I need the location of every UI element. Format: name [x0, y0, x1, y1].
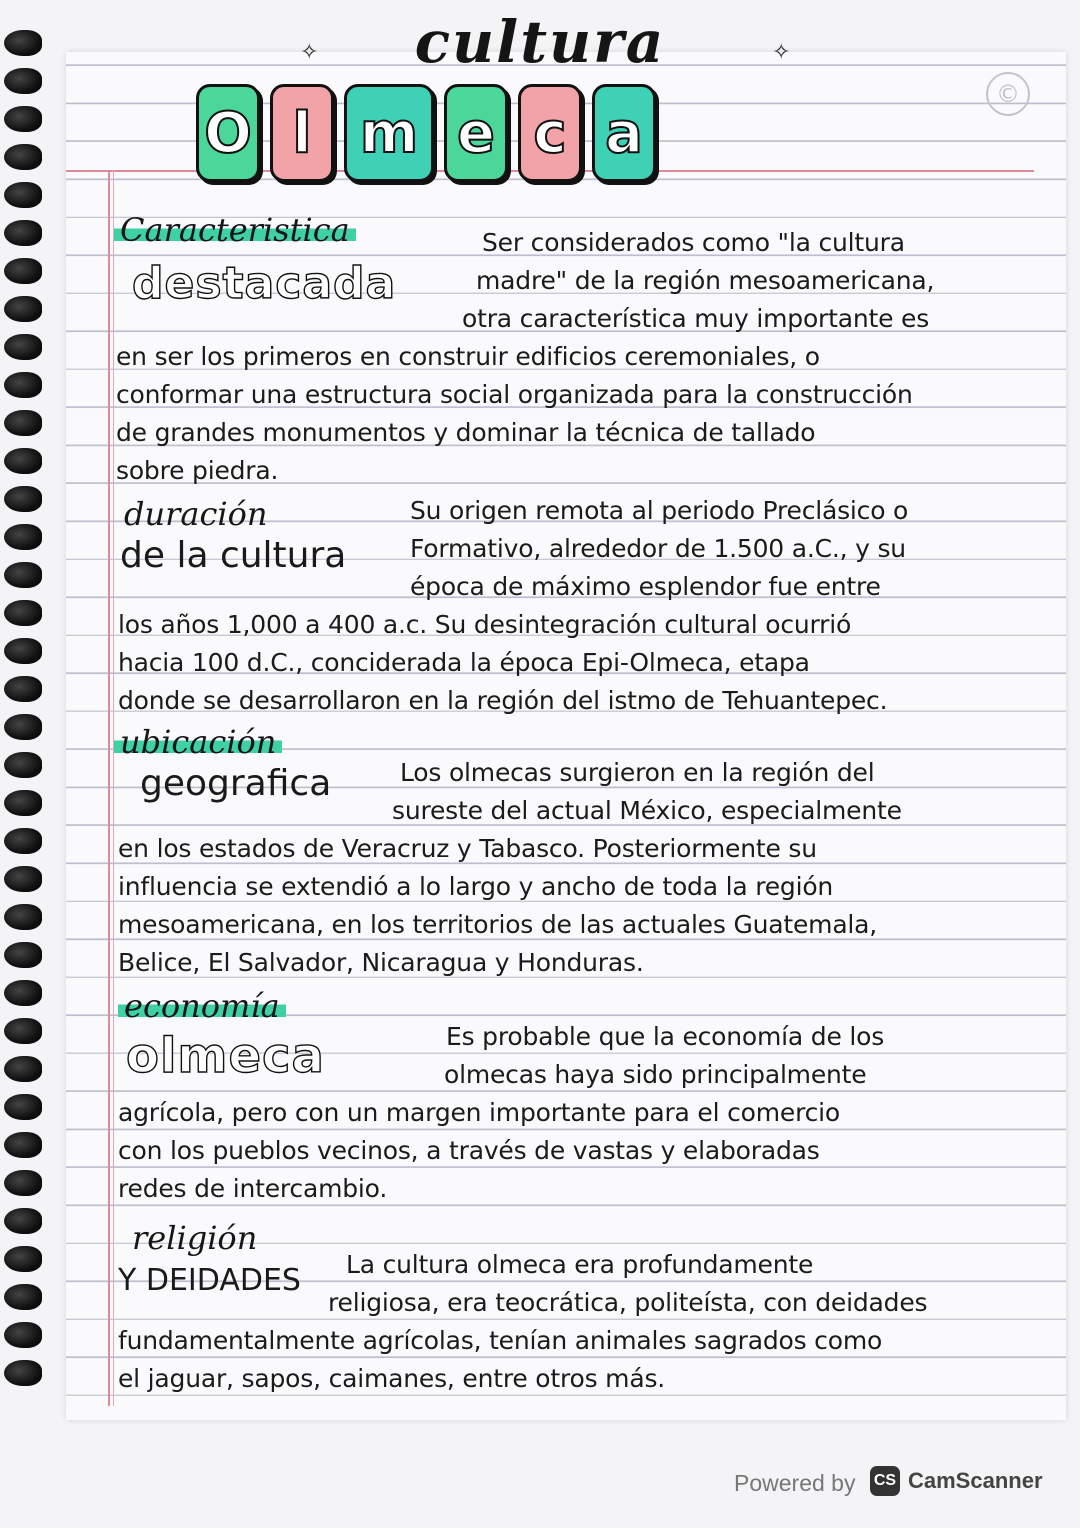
text-line: madre" de la región mesoamericana, — [476, 266, 935, 295]
section-sub-de-la-cultura: de la cultura — [120, 535, 347, 576]
text-line: influencia se extendió a lo largo y ancho de toda la región — [118, 872, 834, 901]
title-letter: a — [592, 84, 656, 182]
section-sub-geografica: geografica — [140, 763, 332, 804]
text-line: fundamentalmente agrícolas, tenían animales sagrados como — [118, 1326, 883, 1355]
binding-ring — [4, 220, 42, 246]
title-letter-boxes — [196, 84, 656, 182]
text-line: mesoamericana, en los territorios de las actuales Guatemala, — [118, 910, 878, 939]
binding-ring — [4, 258, 42, 284]
text-line: olmecas haya sido principalmente — [444, 1060, 867, 1089]
text-line: con los pueblos vecinos, a través de vastas y elaboradas — [118, 1136, 820, 1165]
binding-ring — [4, 1246, 42, 1272]
binding-ring — [4, 600, 42, 626]
binding-ring — [4, 182, 42, 208]
binding-ring — [4, 904, 42, 930]
binding-ring — [4, 372, 42, 398]
camscanner-badge — [870, 1466, 1043, 1496]
text-line: Su origen remota al periodo Preclásico o — [410, 496, 909, 525]
binding-ring — [4, 30, 42, 56]
binding-ring — [4, 106, 42, 132]
binding-ring — [4, 638, 42, 664]
text-line: Es probable que la economía de los — [446, 1022, 885, 1051]
binding-ring — [4, 828, 42, 854]
section-label-ubicacion: ubicación — [114, 726, 282, 758]
binding-ring — [4, 676, 42, 702]
binding-ring — [4, 524, 42, 550]
binding-ring — [4, 752, 42, 778]
binding-ring — [4, 410, 42, 436]
title-letter: O — [196, 84, 260, 182]
binding-ring — [4, 1170, 42, 1196]
section-label-duracion: duración — [124, 495, 268, 533]
text-line: redes de intercambio. — [118, 1174, 388, 1203]
binding-ring — [4, 714, 42, 740]
text-line: Los olmecas surgieron en la región del — [400, 758, 875, 787]
text-line: sobre piedra. — [116, 456, 279, 485]
text-line: religiosa, era teocrática, politeísta, con deidades — [328, 1288, 928, 1317]
section-label-economia: economía — [118, 990, 286, 1022]
binding-ring — [4, 1094, 42, 1120]
binding-ring — [4, 68, 42, 94]
binding-ring — [4, 1360, 42, 1386]
text-line: sureste del actual México, especialmente — [392, 796, 902, 825]
camscanner-brand: CamScanner — [908, 1468, 1043, 1493]
text-line: agrícola, pero con un margen importante para el comercio — [118, 1098, 840, 1127]
binding-ring — [4, 1056, 42, 1082]
binding-ring — [4, 334, 42, 360]
text-line: donde se desarrollaron en la región del istmo de Tehuantepec. — [118, 686, 888, 715]
text-line: en los estados de Veracruz y Tabasco. Posteriormente su — [118, 834, 817, 863]
title-letter: m — [344, 84, 434, 182]
sparkle-icon: ✧ — [772, 40, 791, 65]
text-line: el jaguar, sapos, caimanes, entre otros más. — [118, 1364, 666, 1393]
text-line: los años 1,000 a 400 a.c. Su desintegración cultural ocurrió — [118, 610, 852, 639]
binding-ring — [4, 1018, 42, 1044]
section-label-caracteristica: Caracteristica — [114, 214, 356, 246]
text-line: Ser considerados como "la cultura — [482, 228, 905, 257]
title-letter: c — [518, 84, 582, 182]
text-line: La cultura olmeca era profundamente — [346, 1250, 814, 1279]
section-sub-deidades: Y DEIDADES — [118, 1263, 301, 1298]
text-line: hacia 100 d.C., conciderada la época Epi-Olmeca, etapa — [118, 648, 810, 677]
copyright-icon: © — [986, 72, 1030, 116]
binding-ring — [4, 1208, 42, 1234]
title-letter: l — [270, 84, 334, 182]
camscanner-icon: CS — [870, 1466, 900, 1496]
binding-ring — [4, 448, 42, 474]
section-sub-destacada: destacada — [132, 258, 397, 309]
binding-ring — [4, 562, 42, 588]
binding-ring — [4, 942, 42, 968]
binding-ring — [4, 1284, 42, 1310]
section-label-religion: religión — [132, 1219, 258, 1257]
text-line: época de máximo esplendor fue entre — [410, 572, 881, 601]
text-line: en ser los primeros en construir edificios ceremoniales, o — [116, 342, 820, 371]
title-letter: e — [444, 84, 508, 182]
text-line: Belice, El Salvador, Nicaragua y Honduras. — [118, 948, 644, 977]
section-sub-olmeca: olmeca — [126, 1028, 325, 1084]
margin-line-left — [108, 170, 110, 1406]
text-line: otra característica muy importante es — [462, 304, 930, 333]
sparkle-icon: ✧ — [300, 40, 319, 65]
margin-line-left-inner — [113, 170, 114, 1406]
binding-ring — [4, 980, 42, 1006]
binding-ring — [4, 1132, 42, 1158]
binding-ring — [4, 486, 42, 512]
text-line: Formativo, alrededor de 1.500 a.C., y su — [410, 534, 906, 563]
binding-ring — [4, 144, 42, 170]
text-line: de grandes monumentos y dominar la técnica de tallado — [116, 418, 816, 447]
binding-ring — [4, 296, 42, 322]
binding-ring — [4, 1322, 42, 1348]
binding-ring — [4, 790, 42, 816]
text-line: conformar una estructura social organizada para la construcción — [116, 380, 913, 409]
powered-by-text: Powered by — [734, 1470, 856, 1496]
binding-ring — [4, 866, 42, 892]
spiral-binding — [0, 30, 46, 1430]
title-script: cultura — [414, 8, 666, 76]
